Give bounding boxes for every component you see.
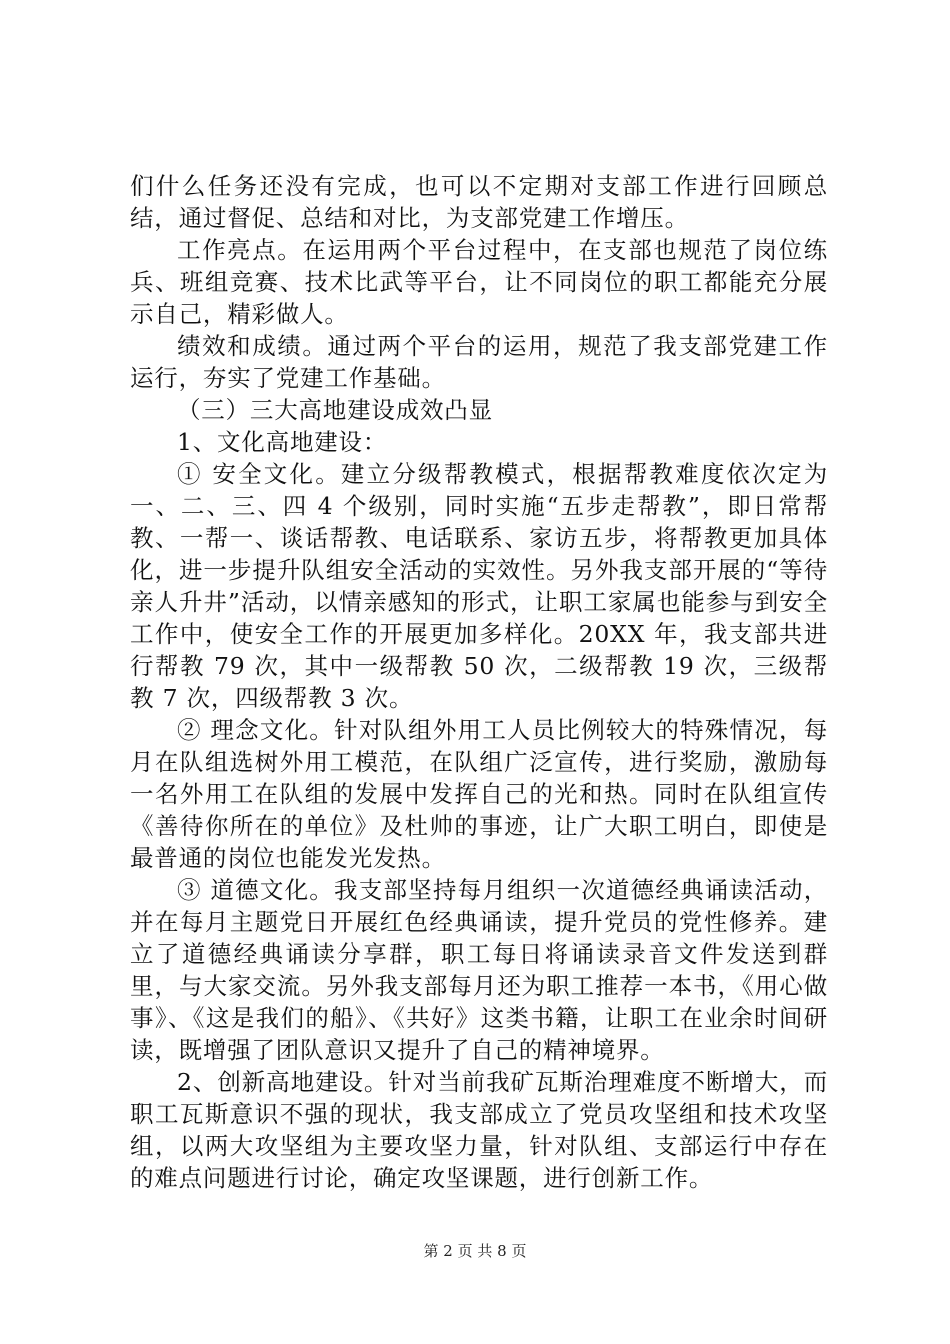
body-text [130,170,828,1194]
paragraph: ① 安全文化。建立分级帮教模式，根据帮教难度依次定为一、二、三、四 4 个级别，同时实施“五步走帮教”，即日常帮教、一帮一、谈话帮教、电话联系、家访五步，将帮教更加具体化，进一步提升队组安全活动的实效性。另外我支部开展的“等待亲人升井”活动，以情亲感知的形式，让职工家属也能参与到安全工作中，使安全工作的开展更加多样化。20XX 年，我支部共进行帮教 79 次，其中一级帮教 50 次，二级帮教 19 次，三级帮教 7 次，四级帮教 3 次。 [130,460,828,712]
paragraph: 工作亮点。在运用两个平台过程中，在支部也规范了岗位练兵、班组竞赛、技术比武等平台，让不同岗位的职工都能充分展示自己，精彩做人。 [130,236,828,328]
section-heading: （三）三大高地建设成效凸显 [177,396,493,424]
paragraph: 绩效和成绩。通过两个平台的运用，规范了我支部党建工作运行，夯实了党建工作基础。 [130,332,828,392]
page-number-footer: 第 2 页 共 8 页 [423,1242,527,1260]
paragraph: 们什么任务还没有完成，也可以不定期对支部工作进行回顾总结，通过督促、总结和对比，为支部党建工作增压。 [130,172,828,232]
paragraph: ② 理念文化。针对队组外用工人员比例较大的特殊情况，每月在队组选树外用工模范，在队组广泛宣传，进行奖励，激励每一名外用工在队组的发展中发挥自己的光和热。同时在队组宣传《善待你所在的单位》及杜帅的事迹，让广大职工明白，即使是最普通的岗位也能发光发热。 [130,716,828,872]
paragraph: ③ 道德文化。我支部坚持每月组织一次道德经典诵读活动，并在每月主题党日开展红色经典诵读，提升党员的党性修养。建立了道德经典诵读分享群，职工每日将诵读录音文件发送到群里，与大家交流。另外我支部每月还为职工推荐一本书，《用心做事》、《这是我们的船》、《共好》这类书籍，让职工在业余时间研读，既增强了团队意识又提升了自己的精神境界。 [130,876,828,1064]
paragraph: 2、创新高地建设。针对当前我矿瓦斯治理难度不断增大，而职工瓦斯意识不强的现状，我支部成立了党员攻坚组和技术攻坚组，以两大攻坚组为主要攻坚力量，针对队组、支部运行中存在的难点问题进行讨论，确定攻坚课题，进行创新工作。 [130,1068,828,1192]
subsection-heading: 1、文化高地建设： [177,428,388,456]
